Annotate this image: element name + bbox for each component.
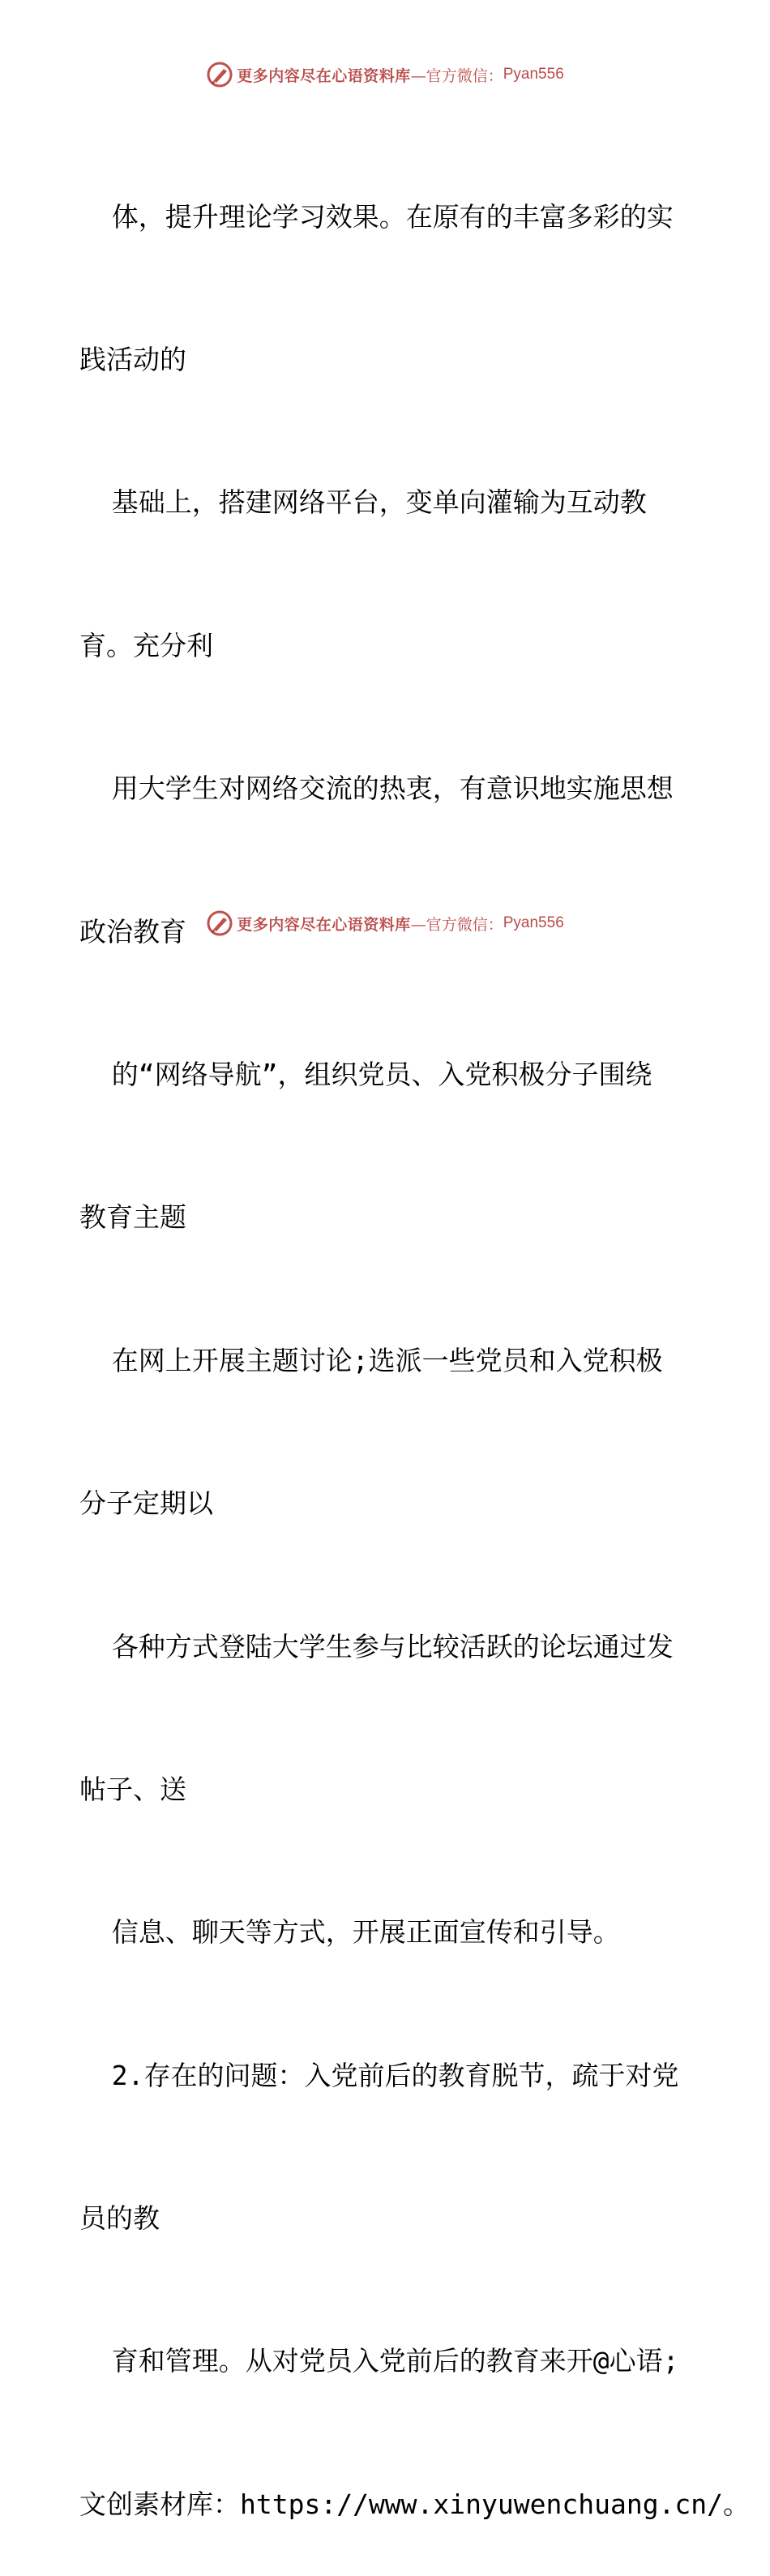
footer-banner: [0, 907, 770, 939]
body-line: 文创素材库：https://www.xinyuwenchuang.cn/。: [79, 2488, 751, 2520]
body-line: 践活动的: [79, 343, 186, 375]
body-line: 基础上，搭建网络平台，变单向灌输为互动教: [79, 486, 647, 519]
pen-circle-logo-icon: [206, 61, 233, 88]
pen-circle-logo-icon: [206, 909, 233, 937]
body-line: 育和管理。从对党员入党前后的教育来开@心语;: [79, 2345, 679, 2377]
body-line: 2.存在的问题：入党前后的教育脱节，疏于对党: [79, 2059, 679, 2091]
footer-wechat-id: Pyan556: [503, 914, 564, 931]
document-body: [79, 98, 751, 2576]
footer-brand-text: 更多内容尽在心语资料库: [237, 915, 411, 934]
footer-wechat-label: —官方微信：: [410, 915, 503, 934]
header-wechat-label: —官方微信：: [410, 66, 503, 85]
body-line: 员的教: [79, 2202, 160, 2235]
body-line: 体，提升理论学习效果。在原有的丰富多彩的实: [79, 200, 674, 233]
body-line: 分子定期以: [79, 1487, 213, 1520]
body-line: 在网上开展主题讨论;选派一些党员和入党积极: [79, 1344, 663, 1376]
header-brand-text: 更多内容尽在心语资料库: [237, 66, 411, 85]
header-wechat-id: Pyan556: [503, 66, 564, 83]
body-line: 帖子、送: [79, 1773, 186, 1805]
body-line: 教育主题: [79, 1201, 186, 1234]
body-line: 的“网络导航”，组织党员、入党积极分子围绕: [79, 1058, 652, 1090]
body-line: 政治教育: [79, 915, 186, 948]
header-banner: [0, 58, 770, 91]
body-line: 各种方式登陆大学生参与比较活跃的论坛通过发: [79, 1630, 674, 1662]
body-line: 用大学生对网络交流的热衷，有意识地实施思想: [79, 772, 674, 805]
body-line: 信息、聊天等方式，开展正面宣传和引导。: [79, 1916, 620, 1949]
body-line: 育。充分利: [79, 629, 213, 661]
